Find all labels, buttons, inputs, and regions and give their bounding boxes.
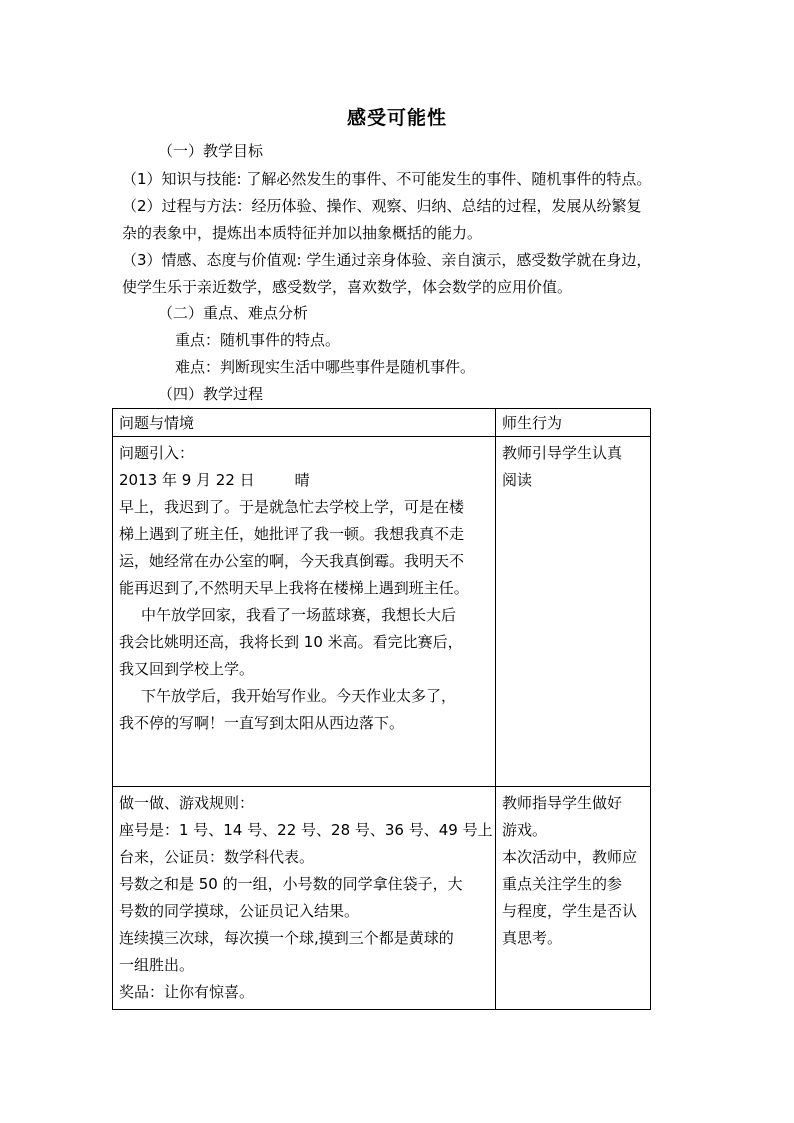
game-line6: 连续摸三次球，每次摸一个球,摸到三个都是黄球的 xyxy=(119,929,454,947)
goal-1: （1）知识与技能: 了解必然发生的事件、不可能发生的事件、随机事件的特点。 xyxy=(122,170,652,188)
section4-heading: （四）教学过程 xyxy=(158,385,264,403)
diary-date-line xyxy=(119,467,489,494)
intro-p2-line1: 中午放学回家，我看了一场蓝球赛，我想长大后 xyxy=(141,606,457,624)
game-line2: 座号是：1 号、14 号、22 号、28 号、36 号、49 号上 xyxy=(119,821,493,839)
section1-heading: （一）教学目标 xyxy=(158,142,264,160)
header-teacher-student: 师生行为 xyxy=(496,409,651,437)
intro-p3-line2: 我不停的写啊！一直写到太阳从西边落下。 xyxy=(119,714,405,732)
intro-p1-line2: 梯上遇到了班主任，她批评了我一顿。我想我真不走 xyxy=(119,525,465,543)
game-teacher-line2: 游戏。 xyxy=(502,821,548,839)
table-header-row xyxy=(113,409,651,437)
game-teacher-line3: 本次活动中，教师应 xyxy=(502,848,638,866)
game-line3: 台来，公证员：数学科代表。 xyxy=(119,848,315,866)
intro-teacher-line2: 阅读 xyxy=(502,471,533,489)
goal-2-line1: （2）过程与方法：经历体验、操作、观察、归纳、总结的过程，发展从纷繁复 xyxy=(122,197,642,215)
intro-teacher-cell xyxy=(496,437,651,787)
game-teacher-line5: 与程度，学生是否认 xyxy=(502,902,638,920)
teaching-process-table xyxy=(112,408,651,1010)
game-rules-cell xyxy=(113,787,496,1010)
header-problem-situation: 问题与情境 xyxy=(113,409,496,437)
difficulty-point: 难点：判断现实生活中哪些事件是随机事件。 xyxy=(175,358,476,376)
diary-weather: 晴 xyxy=(294,471,310,489)
table-row-game xyxy=(113,787,651,1010)
intro-teacher-line1: 教师引导学生认真 xyxy=(502,444,623,462)
intro-p1-line3: 运，她经常在办公室的啊，今天我真倒霉。我明天不 xyxy=(119,552,465,570)
intro-p1-line4: 能再迟到了,不然明天早上我将在楼梯上遇到班主任。 xyxy=(119,579,469,597)
goal-3-line1: （3）情感、态度与价值观: 学生通过亲身体验、亲自演示，感受数学就在身边， xyxy=(122,251,652,269)
game-line7: 一组胜出。 xyxy=(119,956,195,974)
intro-p2-line2: 我会比姚明还高，我将长到 10 米高。看完比赛后， xyxy=(119,633,463,651)
intro-label: 问题引入： xyxy=(119,444,195,462)
game-teacher-line1: 教师指导学生做好 xyxy=(502,794,623,812)
game-line5: 号数的同学摸球，公证员记入结果。 xyxy=(119,902,360,920)
intro-p3-line1: 下午放学后，我开始写作业。今天作业太多了， xyxy=(141,687,457,705)
key-point: 重点：随机事件的特点。 xyxy=(175,331,341,349)
diary-date: 2013 年 9 月 22 日 xyxy=(119,471,255,489)
game-prize: 奖品：让你有惊喜。 xyxy=(119,983,255,1001)
goal-3-line2: 使学生乐于亲近数学，感受数学，喜欢数学，体会数学的应用价值。 xyxy=(122,278,573,296)
game-teacher-line4: 重点关注学生的参 xyxy=(502,875,623,893)
game-line4: 号数之和是 50 的一组，小号数的同学拿住袋子，大 xyxy=(119,875,463,893)
game-teacher-line6: 真思考。 xyxy=(502,929,563,947)
game-teacher-cell xyxy=(496,787,651,1010)
document-title: 感受可能性 xyxy=(346,107,447,129)
intro-p2-line3: 我又回到学校上学。 xyxy=(119,660,255,678)
intro-situation-cell xyxy=(113,437,496,787)
section2-heading: （二）重点、难点分析 xyxy=(158,304,309,322)
intro-p1-line1: 早上，我迟到了。于是就急忙去学校上学，可是在楼 xyxy=(119,498,465,516)
goal-2-line2: 杂的表象中，提炼出本质特征并加以抽象概括的能力。 xyxy=(122,224,483,242)
game-line1: 做一做、游戏规则： xyxy=(119,794,255,812)
table-row-intro xyxy=(113,437,651,787)
